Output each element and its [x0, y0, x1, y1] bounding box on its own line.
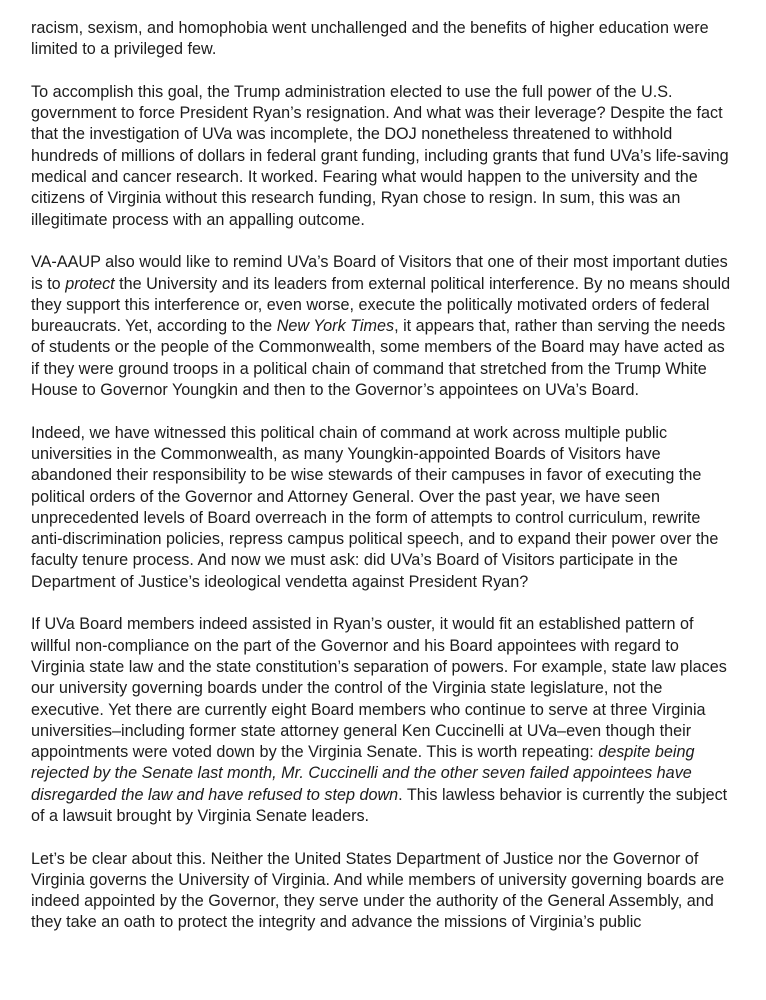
- paragraph-6: [31, 849, 731, 934]
- italic-text-protect: protect: [65, 274, 115, 293]
- italic-text-emphasis: despite being rejected by the Senate last month, Mr. Cuccinelli and the other seven failed appointees have disregarded the law and have refused to step down: [31, 743, 695, 804]
- text-run: the University and its leaders from external political interference. By no means should they support this interference or, even worse, execute the politically motivated orders of federal bureaucrats. Yet, according to the: [31, 274, 731, 336]
- text-run: If UVa Board members indeed assisted in Ryan’s ouster, it would fit an established pattern of willful non-compliance on the part of the Governor and his Board appointees with regard to Virginia state law and the state constitution’s separation of powers. For example, state law places our university governing boards under the control of the Virginia state legislature, not the executive. Yet there are currently eight Board members who continue to serve at three Virginia universities–including former state attorney general Ken Cuccinelli at UVa–even though their appointments were voted down by the Virginia Senate. This is worth repeating:: [31, 615, 727, 762]
- document-body: [31, 18, 731, 955]
- text-run: To accomplish this goal, the Trump administration elected to use the full power of the U.S. government to force President Ryan’s resignation. And what was their leverage? Despite the fact that the investigation of UVa was incomplete, the DOJ nonetheless threatened to withhold hundreds of millions of dollars in federal grant funding, including grants that fund UVa’s life-saving medical and cancer research. It worked. Fearing what would happen to the university and the citizens of Virginia without this research funding, Ryan chose to resign. In sum, this was an illegitimate process with an appalling outcome.: [31, 82, 729, 229]
- paragraph-5: [31, 614, 731, 827]
- paragraph-2: [31, 82, 731, 231]
- text-run: Indeed, we have witnessed this political chain of command at work across multiple public universities in the Commonwealth, as many Youngkin-appointed Boards of Visitors have abandoned their responsibility to be wise stewards of their campuses in favor of executing the political orders of the Governor and Attorney General. Over the past year, we have seen unprecedented levels of Board overreach in the form of attempts to control curriculum, rewrite anti-discrimination policies, repress campus political speech, and to expand their power over the faculty tenure process. And now we must ask: did UVa’s Board of Visitors participate in the Department of Justice’s ideological vendetta against President Ryan?: [31, 423, 719, 591]
- paragraph-4: [31, 423, 731, 593]
- italic-text-new-york-times: New York Times: [276, 317, 395, 336]
- paragraph-3: [31, 252, 731, 401]
- text-run: VA-AAUP also would like to remind UVa’s Board of Visitors that one of their most important duties is to: [31, 253, 728, 293]
- paragraph-1: [31, 18, 731, 61]
- text-run: Let’s be clear about this. Neither the United States Department of Justice nor the Governor of Virginia governs the University of Virginia. And while members of university governing boards are indeed appointed by the Governor, they serve under the authority of the General Assembly, and they take an oath to protect the integrity and advance the missions of Virginia’s public: [31, 849, 725, 932]
- text-run: , it appears that, rather than serving the needs of students or the people of the Commonwealth, some members of the Board may have acted as if they were ground troops in a political chain of command that stretched from the Trump White House to Governor Youngkin and then to the Governor’s appointees on UVa’s Board.: [31, 317, 726, 400]
- text-run: . This lawless behavior is currently the subject of a lawsuit brought by Virginia Senate leaders.: [31, 785, 728, 825]
- text-run: racism, sexism, and homophobia went unchallenged and the benefits of higher education were limited to a privileged few.: [31, 19, 709, 59]
